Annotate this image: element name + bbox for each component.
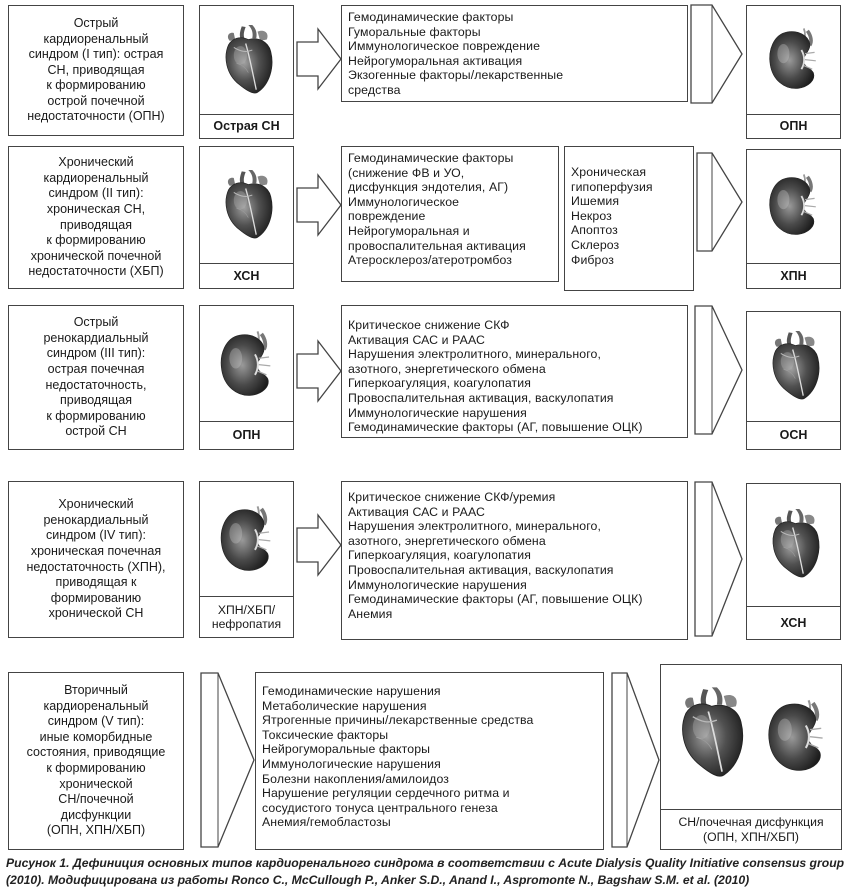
row3-desc-line: острая почечная xyxy=(47,361,145,376)
heart-icon xyxy=(214,12,280,108)
row2-arrow-out xyxy=(696,152,744,252)
heart-icon xyxy=(761,320,827,412)
row1-factor: средства xyxy=(348,82,401,97)
row4-desc-line: формированию xyxy=(50,590,142,605)
row2-factor: Иммунологическое xyxy=(348,194,460,209)
row4-factor: Гемодинамические факторы (АГ, повышение ОЦК) xyxy=(348,592,643,607)
row5-target-label-line: СН/почечная дисфункция xyxy=(678,815,824,829)
row5-desc-line: синдром (V тип): xyxy=(47,714,145,729)
row3-factor: Провоспалительная активация, васкулопатия xyxy=(348,390,614,405)
row2-mechanism: гипоперфузия xyxy=(571,179,653,194)
row3-factors-box xyxy=(341,305,688,438)
row1-factor: Нейрогуморальная активация xyxy=(348,53,523,68)
row4-arrow-out xyxy=(694,481,744,637)
row4-source-organ-box xyxy=(199,481,294,597)
row4-factor: Гиперкоагуляция, коагулопатия xyxy=(348,548,531,563)
row5-factors-box xyxy=(255,672,604,850)
row3-arrow-in xyxy=(296,340,342,402)
row2-desc-line: к формированию xyxy=(46,233,146,248)
row1-source-organ-box xyxy=(199,5,294,115)
row4-desc-line: недостаточность (ХПН), xyxy=(26,559,166,574)
figure-caption: Рисунок 1. Дефиниция основных типов кардиоренального синдрома в соответствии с Acute Dialysis Quality Initiative consensus group (2010). Модифицирована из работы Ronco C., McCullough P., Anker S.D., Anand I., Aspromonte N., Bagshaw S.M. et al. (2010) xyxy=(6,856,845,887)
row2-mechanism: Некроз xyxy=(571,208,612,223)
row2-target-label-text: ХПН xyxy=(780,268,807,283)
row2-mechanism: Склероз xyxy=(571,237,620,252)
row4-desc-line: синдром (IV тип): xyxy=(46,528,146,543)
row4-desc-line: ренокардиальный xyxy=(43,512,149,527)
row5-factor: сосудистого тонуса центрального генеза xyxy=(262,800,498,815)
row4-factor: Анемия xyxy=(348,606,393,621)
row2-desc-line: приводящая xyxy=(60,217,132,232)
row3-factor: Активация САС и РААС xyxy=(348,332,485,347)
row2-source-label xyxy=(199,263,294,289)
row3-description xyxy=(8,305,184,450)
row5-target-label-line: (ОПН, ХПН/ХБП) xyxy=(703,829,799,844)
row1-desc-line: недостаточности (ОПН) xyxy=(27,109,165,124)
row1-desc-line: острой почечной xyxy=(47,93,145,108)
row4-factor: Активация САС и РААС xyxy=(348,504,485,519)
row3-desc-line: острой СН xyxy=(65,424,127,439)
row5-desc-line: хронической xyxy=(59,776,133,791)
row1-factor: Гемодинамические факторы xyxy=(348,10,514,24)
row2-desc-line: хронической почечной xyxy=(30,248,162,263)
row5-target-label xyxy=(660,809,842,850)
row3-factor: Нарушения электролитного, минерального, xyxy=(348,347,601,362)
row4-desc-line: хронической СН xyxy=(48,606,144,621)
row5-factor: Метаболические нарушения xyxy=(262,698,427,713)
row2-mechanism: Хроническая xyxy=(571,165,647,179)
row2-desc-line: кардиоренальный xyxy=(43,170,149,185)
row4-desc-line: хроническая почечная xyxy=(30,543,162,558)
row4-factor: Провоспалительная активация, васкулопатия xyxy=(348,562,614,577)
row3-target-label xyxy=(746,421,841,450)
row2-factor: Нейрогуморальная и xyxy=(348,223,470,238)
row2-desc-line: хроническая СН, xyxy=(46,201,146,216)
kidney-icon xyxy=(763,14,823,104)
row1-desc-line: кардиоренальный xyxy=(43,31,149,46)
row5-desc-line: (ОПН, ХПН/ХБП) xyxy=(46,823,146,838)
row3-factor: Иммунологические нарушения xyxy=(348,405,527,420)
row1-factor: Гуморальные факторы xyxy=(348,24,481,39)
row2-source-organ-box xyxy=(199,146,294,264)
kidney-icon xyxy=(763,160,823,250)
row2-arrow-in xyxy=(296,174,342,236)
row3-desc-line: синдром (III тип): xyxy=(46,346,146,361)
row5-factor: Гемодинамические нарушения xyxy=(262,684,441,698)
row3-target-label-text: ОСН xyxy=(779,428,808,442)
row5-factor: Нарушение регуляции сердечного ритма и xyxy=(262,786,510,801)
row1-description xyxy=(8,5,184,136)
row2-target-organ-box xyxy=(746,149,841,264)
row3-desc-line: ренокардиальный xyxy=(43,330,149,345)
row5-factor: Анемия/гемобластозы xyxy=(262,815,391,830)
row4-factors-box xyxy=(341,481,688,640)
row2-factor: Гемодинамические факторы xyxy=(348,151,514,165)
row4-factor: Нарушения электролитного, минерального, xyxy=(348,519,601,534)
row5-desc-line: кардиоренальный xyxy=(43,698,149,713)
row2-desc-line: недостаточности (ХБП) xyxy=(28,264,164,279)
row5-desc-line: иные коморбидные xyxy=(39,729,153,744)
kidney-icon xyxy=(761,681,831,791)
heart-icon xyxy=(761,496,827,592)
row1-source-label xyxy=(199,114,294,139)
row4-target-organ-box xyxy=(746,483,841,607)
row4-desc-line: приводящая к xyxy=(55,575,137,590)
row2-mechanism: Фиброз xyxy=(571,252,615,267)
row2-source-label-text: ХСН xyxy=(233,268,260,283)
row5-description xyxy=(8,672,184,850)
row5-desc-line: Вторичный xyxy=(64,683,128,698)
row3-desc-line: к формированию xyxy=(46,408,146,423)
row4-desc-line: Хронический xyxy=(58,497,134,512)
row1-factors-box xyxy=(341,5,688,102)
row3-desc-line: недостаточность, xyxy=(45,377,147,392)
row1-target-label xyxy=(746,114,841,139)
row4-factor: Иммунологические нарушения xyxy=(348,577,527,592)
row5-desc-line: СН/почечной xyxy=(58,792,134,807)
row3-arrow-out xyxy=(694,305,744,435)
row5-arrow-in xyxy=(200,672,256,848)
row1-arrow-out xyxy=(690,4,744,104)
row5-desc-line: состояния, приводящие xyxy=(26,745,166,760)
row4-factor: Критическое снижение СКФ/уремия xyxy=(348,490,556,504)
row2-factor: (снижение ФВ и УО, xyxy=(348,165,465,180)
row5-target-organ-box xyxy=(660,664,842,810)
row5-factor: Нейрогуморальные факторы xyxy=(262,742,431,757)
row3-source-organ-box xyxy=(199,305,294,422)
row3-desc-line: Острый xyxy=(73,315,119,330)
row4-source-label-line: нефропатия xyxy=(211,617,282,631)
row1-arrow-in xyxy=(296,28,342,90)
row1-target-label-text: ОПН xyxy=(779,119,808,133)
row5-factor: Токсические факторы xyxy=(262,727,389,742)
row4-target-label-text: ХСН xyxy=(780,615,807,630)
row2-factor: дисфункция эндотелия, АГ) xyxy=(348,180,509,195)
row2-description xyxy=(8,146,184,289)
row5-factor: Болезни накопления/амилоидоз xyxy=(262,771,449,786)
row3-source-label xyxy=(199,421,294,450)
kidney-icon xyxy=(214,490,278,588)
row1-factor: Экзогенные факторы/лекарственные xyxy=(348,68,564,83)
row2-mechanisms-box xyxy=(564,146,694,291)
row5-factor: Иммунологические нарушения xyxy=(262,756,441,771)
row2-factor: повреждение xyxy=(348,209,426,224)
row3-factor: азотного, энергетического обмена xyxy=(348,361,546,376)
row4-description xyxy=(8,481,184,638)
row3-factor: Гемодинамические факторы (АГ, повышение ОЦК) xyxy=(348,420,643,435)
row2-mechanism: Ишемия xyxy=(571,194,620,209)
row4-target-label xyxy=(746,606,841,640)
row1-target-organ-box xyxy=(746,5,841,115)
row3-source-label-text: ОПН xyxy=(232,428,261,442)
row1-desc-line: Острый xyxy=(73,15,119,30)
kidney-icon xyxy=(214,316,278,412)
row1-desc-line: СН, приводящая xyxy=(47,62,145,77)
row1-source-label-text: Острая СН xyxy=(213,119,280,133)
row5-arrow-out xyxy=(611,672,661,848)
row2-mechanism: Апоптоз xyxy=(571,223,618,238)
row5-desc-line: к формированию xyxy=(46,761,146,775)
row3-target-organ-box xyxy=(746,311,841,422)
row2-factors-box xyxy=(341,146,559,282)
row4-source-label-line: ХПН/ХБП/ xyxy=(217,602,276,617)
heart-icon xyxy=(214,157,280,253)
row1-desc-line: к формированию xyxy=(46,78,146,93)
row3-factor: Критическое снижение СКФ xyxy=(348,318,510,332)
row2-factor: Атеросклероз/атеротромбоз xyxy=(348,253,513,268)
row3-desc-line: приводящая xyxy=(60,393,132,408)
row1-desc-line: синдром (I тип): острая xyxy=(28,47,164,62)
row2-factor: провоспалительная активация xyxy=(348,238,526,253)
row4-source-label xyxy=(199,596,294,638)
row2-desc-line: Хронический xyxy=(58,155,134,170)
row4-arrow-in xyxy=(296,514,342,576)
row2-desc-line: синдром (II тип): xyxy=(48,186,144,201)
row5-factor: Ятрогенные причины/лекарственные средства xyxy=(262,713,534,728)
row1-factor: Иммунологическое повреждение xyxy=(348,39,541,54)
row3-factor: Гиперкоагуляция, коагулопатия xyxy=(348,376,531,391)
heart-icon xyxy=(667,673,753,793)
row4-factor: азотного, энергетического обмена xyxy=(348,533,546,548)
row2-target-label xyxy=(746,263,841,289)
row5-desc-line: дисфункции xyxy=(60,807,132,822)
